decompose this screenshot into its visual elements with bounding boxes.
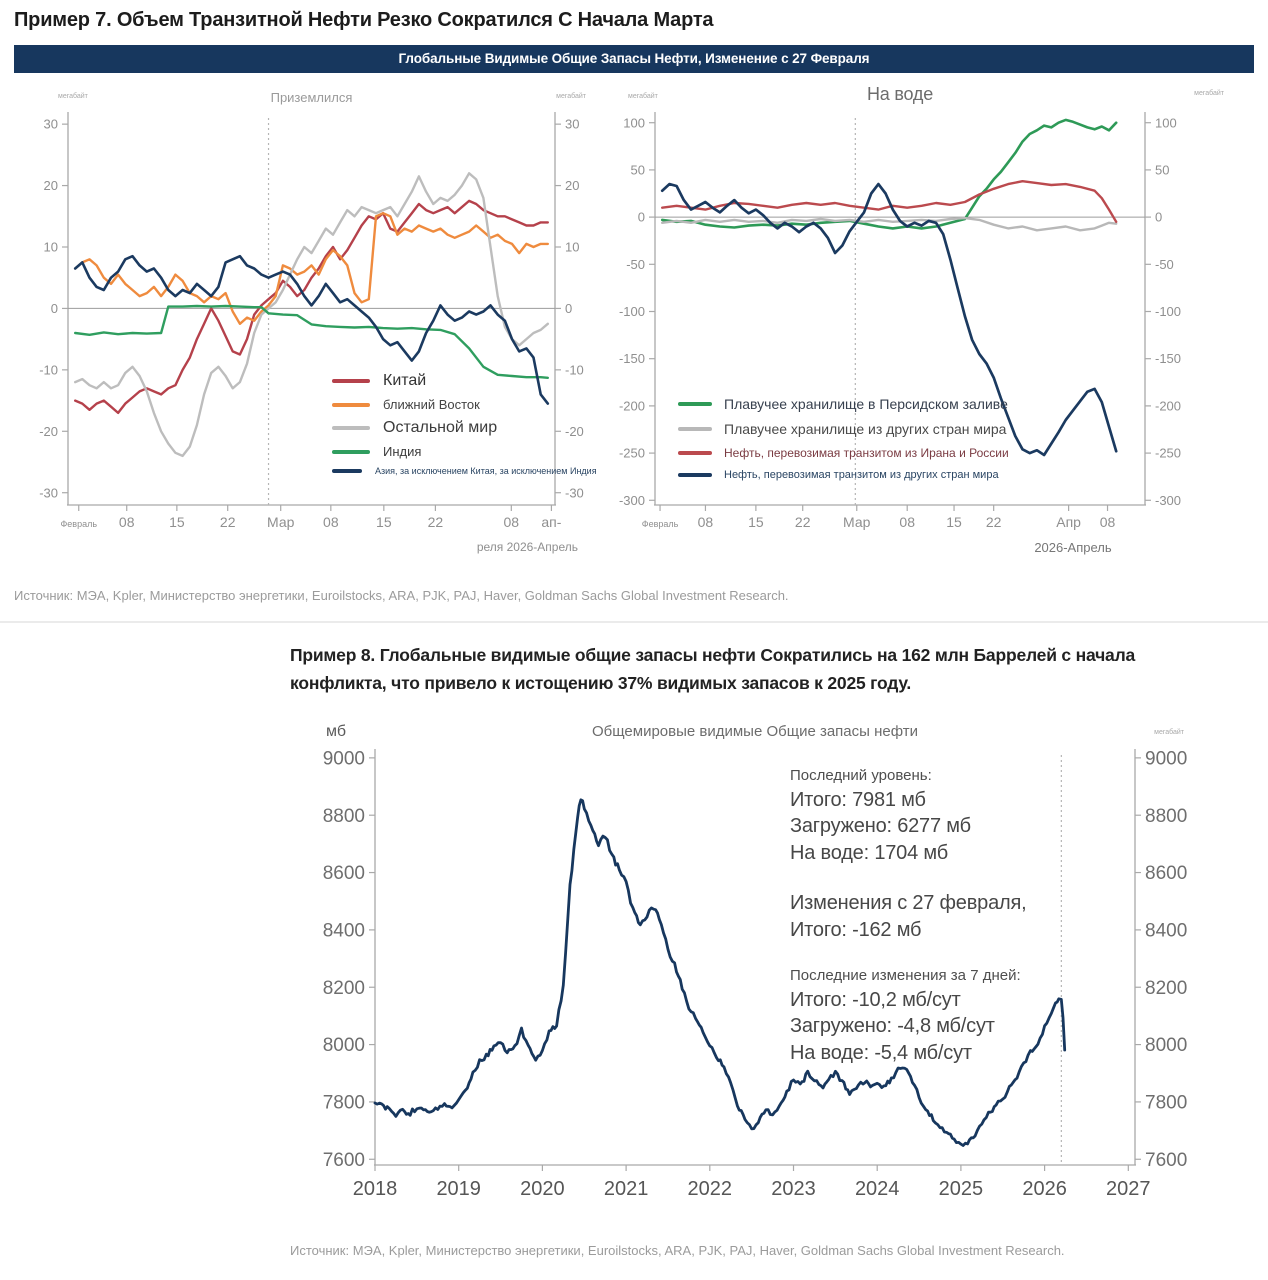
svg-text:10: 10 <box>43 239 58 255</box>
series-swatch <box>678 402 712 406</box>
svg-text:08: 08 <box>118 514 135 530</box>
figure-8 <box>290 715 1200 1220</box>
annotation-line: На воде: -5,4 мб/сут <box>790 1041 972 1064</box>
figure-7 <box>14 80 1254 578</box>
x-axis-sub-label: реля 2026-Апрель <box>476 540 578 554</box>
series-swatch <box>332 469 362 473</box>
annotation-group-latest-level <box>790 767 1140 866</box>
left-axis-unit-label: мб <box>326 723 346 740</box>
svg-text:-100: -100 <box>1155 304 1182 320</box>
banner-title: Глобальные Видимые Общие Запасы Нефти, Изменение с 27 Февраля <box>398 51 870 66</box>
source-text: Источник: МЭА, Kpler, Министерство энергетики, Euroilstocks, ARA, PJK, PAJ, Haver, Goldman Sachs Global Investment Research. <box>290 1243 1065 1258</box>
svg-text:8600: 8600 <box>322 863 365 885</box>
page-title: Пример 7. Объем Транзитной Нефти Резко Сократился С Начала Марта <box>14 9 714 31</box>
svg-text:-300: -300 <box>618 492 645 508</box>
svg-text:2026: 2026 <box>1022 1178 1067 1200</box>
svg-text:-10: -10 <box>565 362 584 378</box>
svg-text:7600: 7600 <box>322 1149 365 1171</box>
svg-text:22: 22 <box>794 514 811 530</box>
legend-item <box>332 444 597 459</box>
svg-text:10: 10 <box>565 239 580 255</box>
svg-text:30: 30 <box>565 116 580 132</box>
annotation-line: Изменения с 27 февраля, <box>790 892 1027 915</box>
svg-text:9000: 9000 <box>1145 748 1188 770</box>
chart-on-water <box>618 80 1254 578</box>
svg-text:50: 50 <box>630 162 645 178</box>
svg-text:100: 100 <box>1155 115 1177 131</box>
landed-chart-legend <box>332 372 597 483</box>
svg-text:22: 22 <box>219 514 236 530</box>
svg-text:08: 08 <box>899 514 915 530</box>
landed-chart-canvas <box>14 80 604 578</box>
left-axis-unit-label: мегабайт <box>58 93 88 100</box>
svg-text:0: 0 <box>565 300 573 316</box>
svg-text:08: 08 <box>697 514 714 530</box>
svg-text:-300: -300 <box>1155 492 1182 508</box>
svg-text:08: 08 <box>323 514 339 530</box>
svg-text:30: 30 <box>43 116 58 132</box>
svg-text:15: 15 <box>376 514 392 530</box>
svg-text:-30: -30 <box>565 485 584 501</box>
svg-text:2023: 2023 <box>771 1178 816 1200</box>
svg-text:0: 0 <box>637 209 645 225</box>
svg-text:8800: 8800 <box>322 805 365 827</box>
svg-text:Мар: Мар <box>843 514 871 530</box>
right-axis-unit-label: мегабайт <box>1154 729 1184 736</box>
legend-item <box>678 469 1009 481</box>
legend-item <box>332 372 597 390</box>
series-swatch <box>678 427 712 431</box>
series-swatch <box>678 473 712 477</box>
svg-text:-20: -20 <box>565 423 584 439</box>
svg-text:20: 20 <box>43 178 58 194</box>
svg-text:Апр: Апр <box>1056 514 1081 530</box>
example8-title: Пример 8. Глобальные видимые общие запасы нефти Сократились на 162 млн Баррелей с начала конфликта, что привело к истощению 37% видимых запасов к 2025 году. <box>290 645 1136 693</box>
svg-text:2022: 2022 <box>687 1178 733 1200</box>
svg-text:8600: 8600 <box>1145 863 1188 885</box>
series-label: Индия <box>383 444 422 459</box>
series-label: ближний Восток <box>383 397 480 412</box>
svg-text:-200: -200 <box>618 398 645 414</box>
svg-text:-30: -30 <box>39 485 58 501</box>
series-swatch <box>332 379 370 383</box>
svg-text:8000: 8000 <box>322 1035 365 1057</box>
svg-text:100: 100 <box>623 115 645 131</box>
annotation-group-change-since-feb27 <box>790 890 1140 943</box>
svg-text:-150: -150 <box>1155 351 1182 367</box>
chart-landed <box>14 80 604 578</box>
svg-text:50: 50 <box>1155 162 1170 178</box>
svg-text:22: 22 <box>427 514 444 530</box>
svg-text:Февраль: Февраль <box>60 519 98 529</box>
svg-text:15: 15 <box>169 514 185 530</box>
right-axis-unit-label: мегабайт <box>556 93 586 100</box>
svg-text:08: 08 <box>503 514 520 530</box>
annotation-line: Итого: 7981 мб <box>790 789 926 811</box>
series-swatch <box>678 451 712 455</box>
on-water-chart-legend <box>678 396 1009 490</box>
svg-text:0: 0 <box>1155 209 1163 225</box>
svg-text:-250: -250 <box>1155 445 1182 461</box>
svg-text:-20: -20 <box>39 423 58 439</box>
on-water-chart-canvas <box>618 80 1254 578</box>
section-divider <box>0 621 1268 623</box>
svg-text:2018: 2018 <box>352 1178 398 1200</box>
svg-text:8800: 8800 <box>1145 805 1188 827</box>
svg-text:20: 20 <box>565 178 580 194</box>
svg-text:2021: 2021 <box>603 1178 649 1200</box>
svg-text:08: 08 <box>1099 514 1116 530</box>
legend-item <box>678 396 1009 412</box>
svg-text:2019: 2019 <box>436 1178 481 1200</box>
svg-text:Февраль: Февраль <box>641 519 679 529</box>
series-label: Нефть, перевозимая транзитом из Ирана и России <box>724 446 1009 460</box>
series-label: Плавучее хранилище в Персидском заливе <box>724 396 1008 412</box>
svg-text:7600: 7600 <box>1145 1149 1188 1171</box>
svg-text:Мар: Мар <box>267 514 295 530</box>
svg-text:8000: 8000 <box>1145 1035 1188 1057</box>
annotation-group-7day-change <box>790 967 1140 1066</box>
legend-item <box>678 421 1009 437</box>
series-label: Остальной мир <box>383 419 498 436</box>
legend-item <box>332 466 597 476</box>
right-axis-unit-label: мегабайт <box>1194 90 1224 97</box>
left-axis-unit-label: мегабайт <box>628 93 658 100</box>
series-swatch <box>332 426 370 430</box>
svg-text:-100: -100 <box>618 304 645 320</box>
svg-text:-200: -200 <box>1155 398 1182 414</box>
annotation-line: Итого: -162 мб <box>790 918 922 941</box>
svg-text:-250: -250 <box>618 445 645 461</box>
legend-item <box>678 446 1009 460</box>
svg-text:0: 0 <box>50 300 58 316</box>
series-label: Нефть, перевозимая транзитом из других стран мира <box>724 469 999 481</box>
svg-text:ап-: ап- <box>541 514 562 530</box>
annotation-header: Последний уровень: <box>790 767 932 784</box>
series-swatch <box>332 450 370 454</box>
global-stocks-chart-title: Общемировые видимые Общие запасы нефти <box>591 723 918 740</box>
svg-text:7800: 7800 <box>1145 1092 1188 1114</box>
svg-text:-10: -10 <box>39 362 58 378</box>
x-axis-sub-label: 2026-Апрель <box>1034 540 1112 555</box>
legend-item <box>332 419 597 437</box>
svg-text:2027: 2027 <box>1106 1178 1151 1200</box>
legend-item <box>332 397 597 412</box>
svg-text:2025: 2025 <box>938 1178 984 1200</box>
svg-text:15: 15 <box>946 514 962 530</box>
annotation-line: Итого: -10,2 мб/сут <box>790 988 961 1011</box>
series-label: Китай <box>383 372 427 389</box>
svg-text:8400: 8400 <box>1145 920 1188 942</box>
svg-text:15: 15 <box>748 514 764 530</box>
svg-text:8400: 8400 <box>322 920 365 942</box>
svg-text:8200: 8200 <box>1145 977 1188 999</box>
svg-text:2020: 2020 <box>520 1178 565 1200</box>
svg-text:8200: 8200 <box>322 977 365 999</box>
latest-levels-annotation <box>790 767 1140 1090</box>
annotation-line: На воде: 1704 мб <box>790 841 948 864</box>
annotation-line: Загружено: -4,8 мб/сут <box>790 1015 995 1038</box>
annotation-line: Загружено: 6277 мб <box>790 815 971 838</box>
svg-text:2024: 2024 <box>854 1178 900 1200</box>
svg-text:-50: -50 <box>1155 256 1174 272</box>
series-label: Плавучее хранилище из других стран мира <box>724 421 1007 437</box>
figure-banner <box>14 45 1254 73</box>
series-label: Азия, за исключением Китая, за исключением Индия <box>375 466 597 476</box>
landed-chart-title: Приземлился <box>270 90 353 105</box>
svg-text:9000: 9000 <box>322 748 365 770</box>
svg-text:7800: 7800 <box>322 1092 365 1114</box>
svg-text:-50: -50 <box>626 256 645 272</box>
on-water-chart-title: На воде <box>866 84 934 104</box>
annotation-header: Последние изменения за 7 дней: <box>790 966 1021 984</box>
source-text: Источник: МЭА, Kpler, Министерство энергетики, Euroilstocks, ARA, PJK, PAJ, Haver, Goldman Sachs Global Investment Research. <box>14 588 789 603</box>
series-swatch <box>332 403 370 407</box>
svg-text:22: 22 <box>985 514 1002 530</box>
svg-text:-150: -150 <box>618 351 645 367</box>
